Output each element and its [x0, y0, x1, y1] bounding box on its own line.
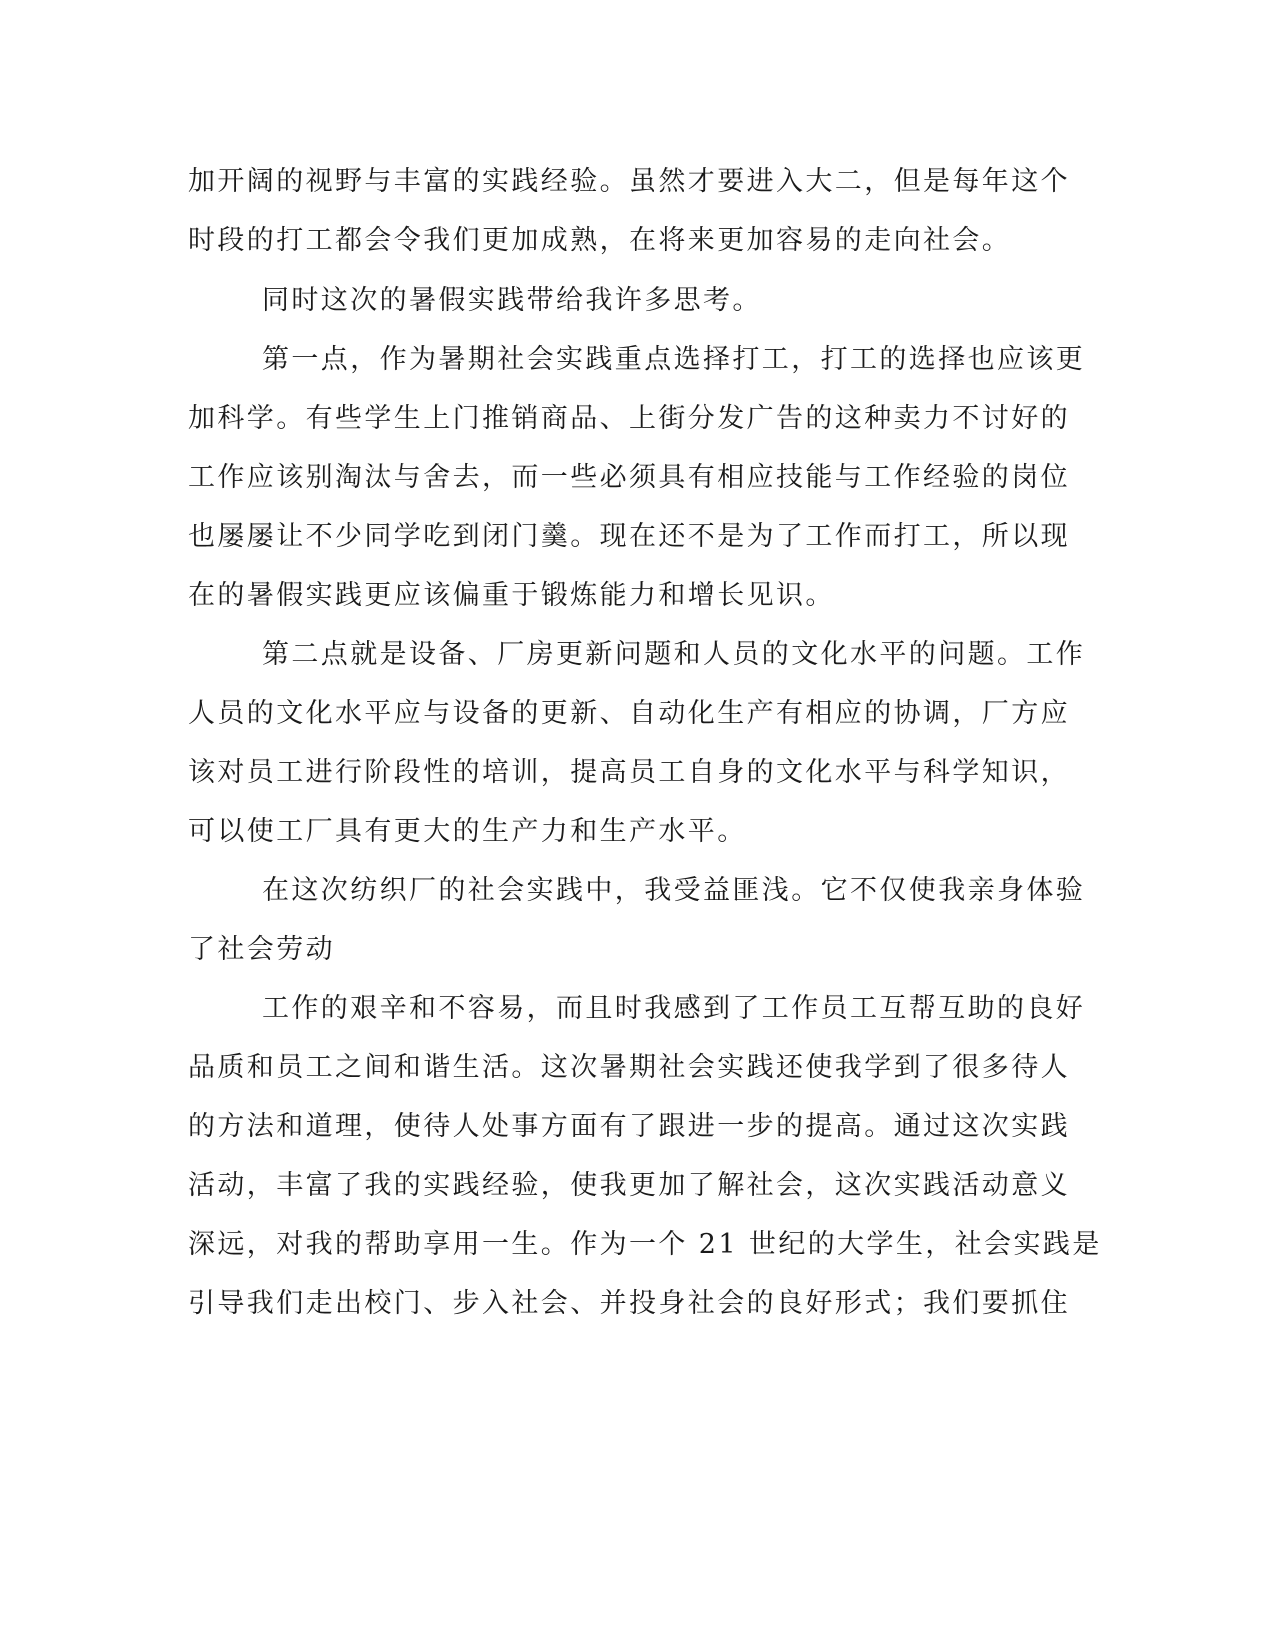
text-line: 该对员工进行阶段性的培训，提高员工自身的文化水平与科学知识， — [188, 757, 1070, 788]
text-line: 引导我们走出校门、步入社会、并投身社会的良好形式；我们要抓住 — [188, 1288, 1070, 1319]
text-line: 可以使工厂具有更大的生产力和生产水平。 — [188, 816, 747, 847]
text-line: 了社会劳动 — [188, 934, 335, 965]
text-line: 深远，对我的帮助享用一生。作为一个 21 世纪的大学生，社会实践是 — [188, 1229, 1102, 1260]
text-line: 时段的打工都会令我们更加成熟，在将来更加容易的走向社会。 — [188, 225, 1012, 256]
text-line: 加科学。有些学生上门推销商品、上街分发广告的这种卖力不讨好的 — [188, 403, 1070, 434]
text-line: 品质和员工之间和谐生活。这次暑期社会实践还使我学到了很多待人 — [188, 1052, 1070, 1083]
text-line: 人员的文化水平应与设备的更新、自动化生产有相应的协调，厂方应 — [188, 698, 1070, 729]
text-line: 也屡屡让不少同学吃到闭门羹。现在还不是为了工作而打工，所以现 — [188, 521, 1070, 552]
text-line: 活动，丰富了我的实践经验，使我更加了解社会，这次实践活动意义 — [188, 1170, 1070, 1201]
paragraph-start-line: 工作的艰辛和不容易，而且时我感到了工作员工互帮互助的良好 — [262, 993, 1086, 1024]
text-line: 工作应该别淘汰与舍去，而一些必须具有相应技能与工作经验的岗位 — [188, 462, 1070, 493]
text-line: 加开阔的视野与丰富的实践经验。虽然才要进入大二，但是每年这个 — [188, 166, 1070, 197]
paragraph-start-line: 第一点，作为暑期社会实践重点选择打工，打工的选择也应该更 — [262, 344, 1086, 375]
paragraph-start-line: 同时这次的暑假实践带给我许多思考。 — [262, 285, 762, 316]
text-line: 的方法和道理，使待人处事方面有了跟进一步的提高。通过这次实践 — [188, 1111, 1070, 1142]
paragraph-start-line: 第二点就是设备、厂房更新问题和人员的文化水平的问题。工作 — [262, 639, 1086, 670]
paragraph-start-line: 在这次纺织厂的社会实践中，我受益匪浅。它不仅使我亲身体验 — [262, 875, 1086, 906]
text-line: 在的暑假实践更应该偏重于锻炼能力和增长见识。 — [188, 580, 835, 611]
